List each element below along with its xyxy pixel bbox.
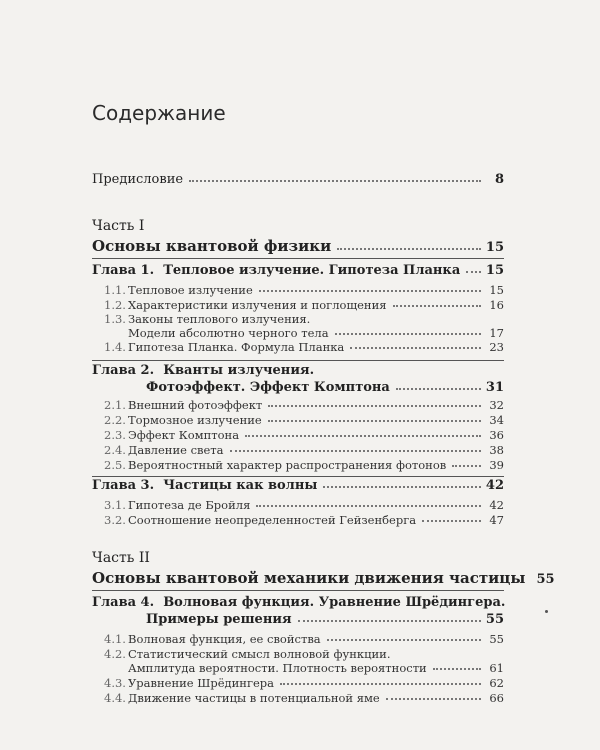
toc-chapter-1[interactable] [92,263,504,278]
chapter-label: Глава 1. [92,263,155,278]
leader-dots [268,419,481,422]
toc-section[interactable] [104,443,504,457]
toc-page: 23 [489,340,504,354]
section-title: Тормозное излучение [128,413,262,427]
chapter-label: Глава 4. [92,595,155,610]
section-number: 4.4. [104,691,126,705]
chapter-title: Примеры решения [146,612,292,627]
part-title: Основы квантовой физики [92,237,332,255]
leader-dots [350,346,481,349]
toc-page: 17 [489,326,504,340]
toc-page: 39 [489,458,504,472]
toc-page: 61 [489,661,504,675]
toc-section[interactable] [104,312,504,326]
divider [92,590,504,591]
leader-dots [230,449,481,452]
leader-dots [466,270,481,273]
section-title: Вероятностный характер распространения фотонов [128,458,447,472]
toc-page: 36 [489,428,504,442]
section-title: Уравнение Шрёдингера [128,676,275,690]
toc-chapter-3[interactable] [92,478,504,493]
toc-part-2[interactable] [92,569,555,587]
toc-section[interactable] [104,647,504,661]
section-number: 4.1. [104,632,126,646]
leader-dots [256,504,481,507]
toc-page: 34 [489,413,504,427]
toc-section[interactable] [104,283,504,297]
part-title: Основы квантовой механики движения частицы [92,569,526,587]
toc-section[interactable] [104,340,504,354]
toc-page: 38 [489,443,504,457]
leader-dots [393,304,481,307]
section-title: Модели абсолютно черного тела [128,326,329,340]
toc-section[interactable] [104,632,504,646]
page-title: Содержание [92,101,226,125]
section-number: 3.2. [104,513,126,527]
chapter-label: Глава 2. [92,363,155,378]
toc-section-cont[interactable] [128,326,504,340]
section-number: 2.1. [104,398,126,412]
section-number: 2.2. [104,413,126,427]
section-number: 1.4. [104,340,126,354]
section-number: 4.2. [104,647,126,661]
toc-section[interactable] [104,513,504,527]
leader-dots [433,667,481,670]
section-title: Давление света [128,443,224,457]
section-title: Законы теплового излучения. [128,312,311,326]
toc-chapter-4[interactable] [92,595,504,610]
leader-dots [259,289,481,292]
toc-page: 32 [489,398,504,412]
scan-mark [545,610,548,613]
chapter-title: Кванты излучения. [163,363,315,378]
section-title: Волновая функция, ее свойства [128,632,321,646]
section-number: 2.3. [104,428,126,442]
leader-dots [327,638,481,641]
chapter-title: Волновая функция. Уравнение Шрёдингера. [163,595,506,610]
toc-section[interactable] [104,458,504,472]
chapter-title: Фотоэффект. Эффект Комптона [146,380,390,395]
section-number: 1.2. [104,298,126,312]
toc-section[interactable] [104,676,504,690]
toc-section[interactable] [104,691,504,705]
section-number: 2.5. [104,458,126,472]
toc-page: 16 [489,298,504,312]
divider [92,476,504,477]
toc-page: 8 [494,172,504,187]
toc-page: 15 [485,263,504,278]
section-title: Статистический смысл волновой функции. [128,647,391,661]
section-number: 3.1. [104,498,126,512]
section-title: Характеристики излучения и поглощения [128,298,387,312]
toc-page: 15 [489,283,504,297]
leader-dots [189,179,481,182]
section-number: 2.4. [104,443,126,457]
chapter-title: Тепловое излучение. Гипотеза Планка [163,263,461,278]
toc-part-1[interactable] [92,237,504,255]
toc-section-cont[interactable] [128,661,504,675]
toc-section[interactable] [104,298,504,312]
leader-dots [245,434,481,437]
toc-page: 15 [485,240,504,255]
toc-page: 55 [489,632,504,646]
leader-dots [268,404,481,407]
leader-dots [452,464,481,467]
section-title: Внешний фотоэффект [128,398,263,412]
leader-dots [422,519,481,522]
leader-dots [280,682,481,685]
toc-page: 55 [536,572,555,587]
chapter-title: Частицы как волны [163,478,318,493]
toc-section[interactable] [104,413,504,427]
section-title: Амплитуда вероятности. Плотность вероятности [128,661,427,675]
toc-page: 62 [489,676,504,690]
section-title: Соотношение неопределенностей Гейзенберга [128,513,417,527]
part-1-label: Часть I [92,218,145,234]
part-2-label: Часть II [92,550,150,566]
section-number: 1.3. [104,312,126,326]
leader-dots [298,619,481,622]
section-number: 4.3. [104,676,126,690]
toc-page: 42 [485,478,504,493]
chapter-label: Глава 3. [92,478,155,493]
toc-chapter-2-cont[interactable] [146,380,504,395]
toc-chapter-2[interactable] [92,363,504,378]
toc-page: 31 [485,380,504,395]
toc-page: 42 [489,498,504,512]
leader-dots [396,387,481,390]
leader-dots [386,697,481,700]
leader-dots [337,247,481,250]
toc-page: 66 [489,691,504,705]
toc-section[interactable] [104,398,504,412]
section-title: Движение частицы в потенциальной яме [128,691,380,705]
toc-page: 55 [485,612,504,627]
section-title: Гипотеза Планка. Формула Планка [128,340,345,354]
toc-chapter-4-cont[interactable] [146,612,504,627]
section-title: Тепловое излучение [128,283,253,297]
toc-preface[interactable] [92,172,504,187]
toc-page: 47 [489,513,504,527]
toc-section[interactable] [104,498,504,512]
section-title: Эффект Комптона [128,428,240,442]
leader-dots [323,485,481,488]
divider [92,360,504,361]
divider [92,258,504,259]
toc-label: Предисловие [92,172,184,187]
section-title: Гипотеза де Бройля [128,498,251,512]
leader-dots [335,332,481,335]
toc-section[interactable] [104,428,504,442]
section-number: 1.1. [104,283,126,297]
